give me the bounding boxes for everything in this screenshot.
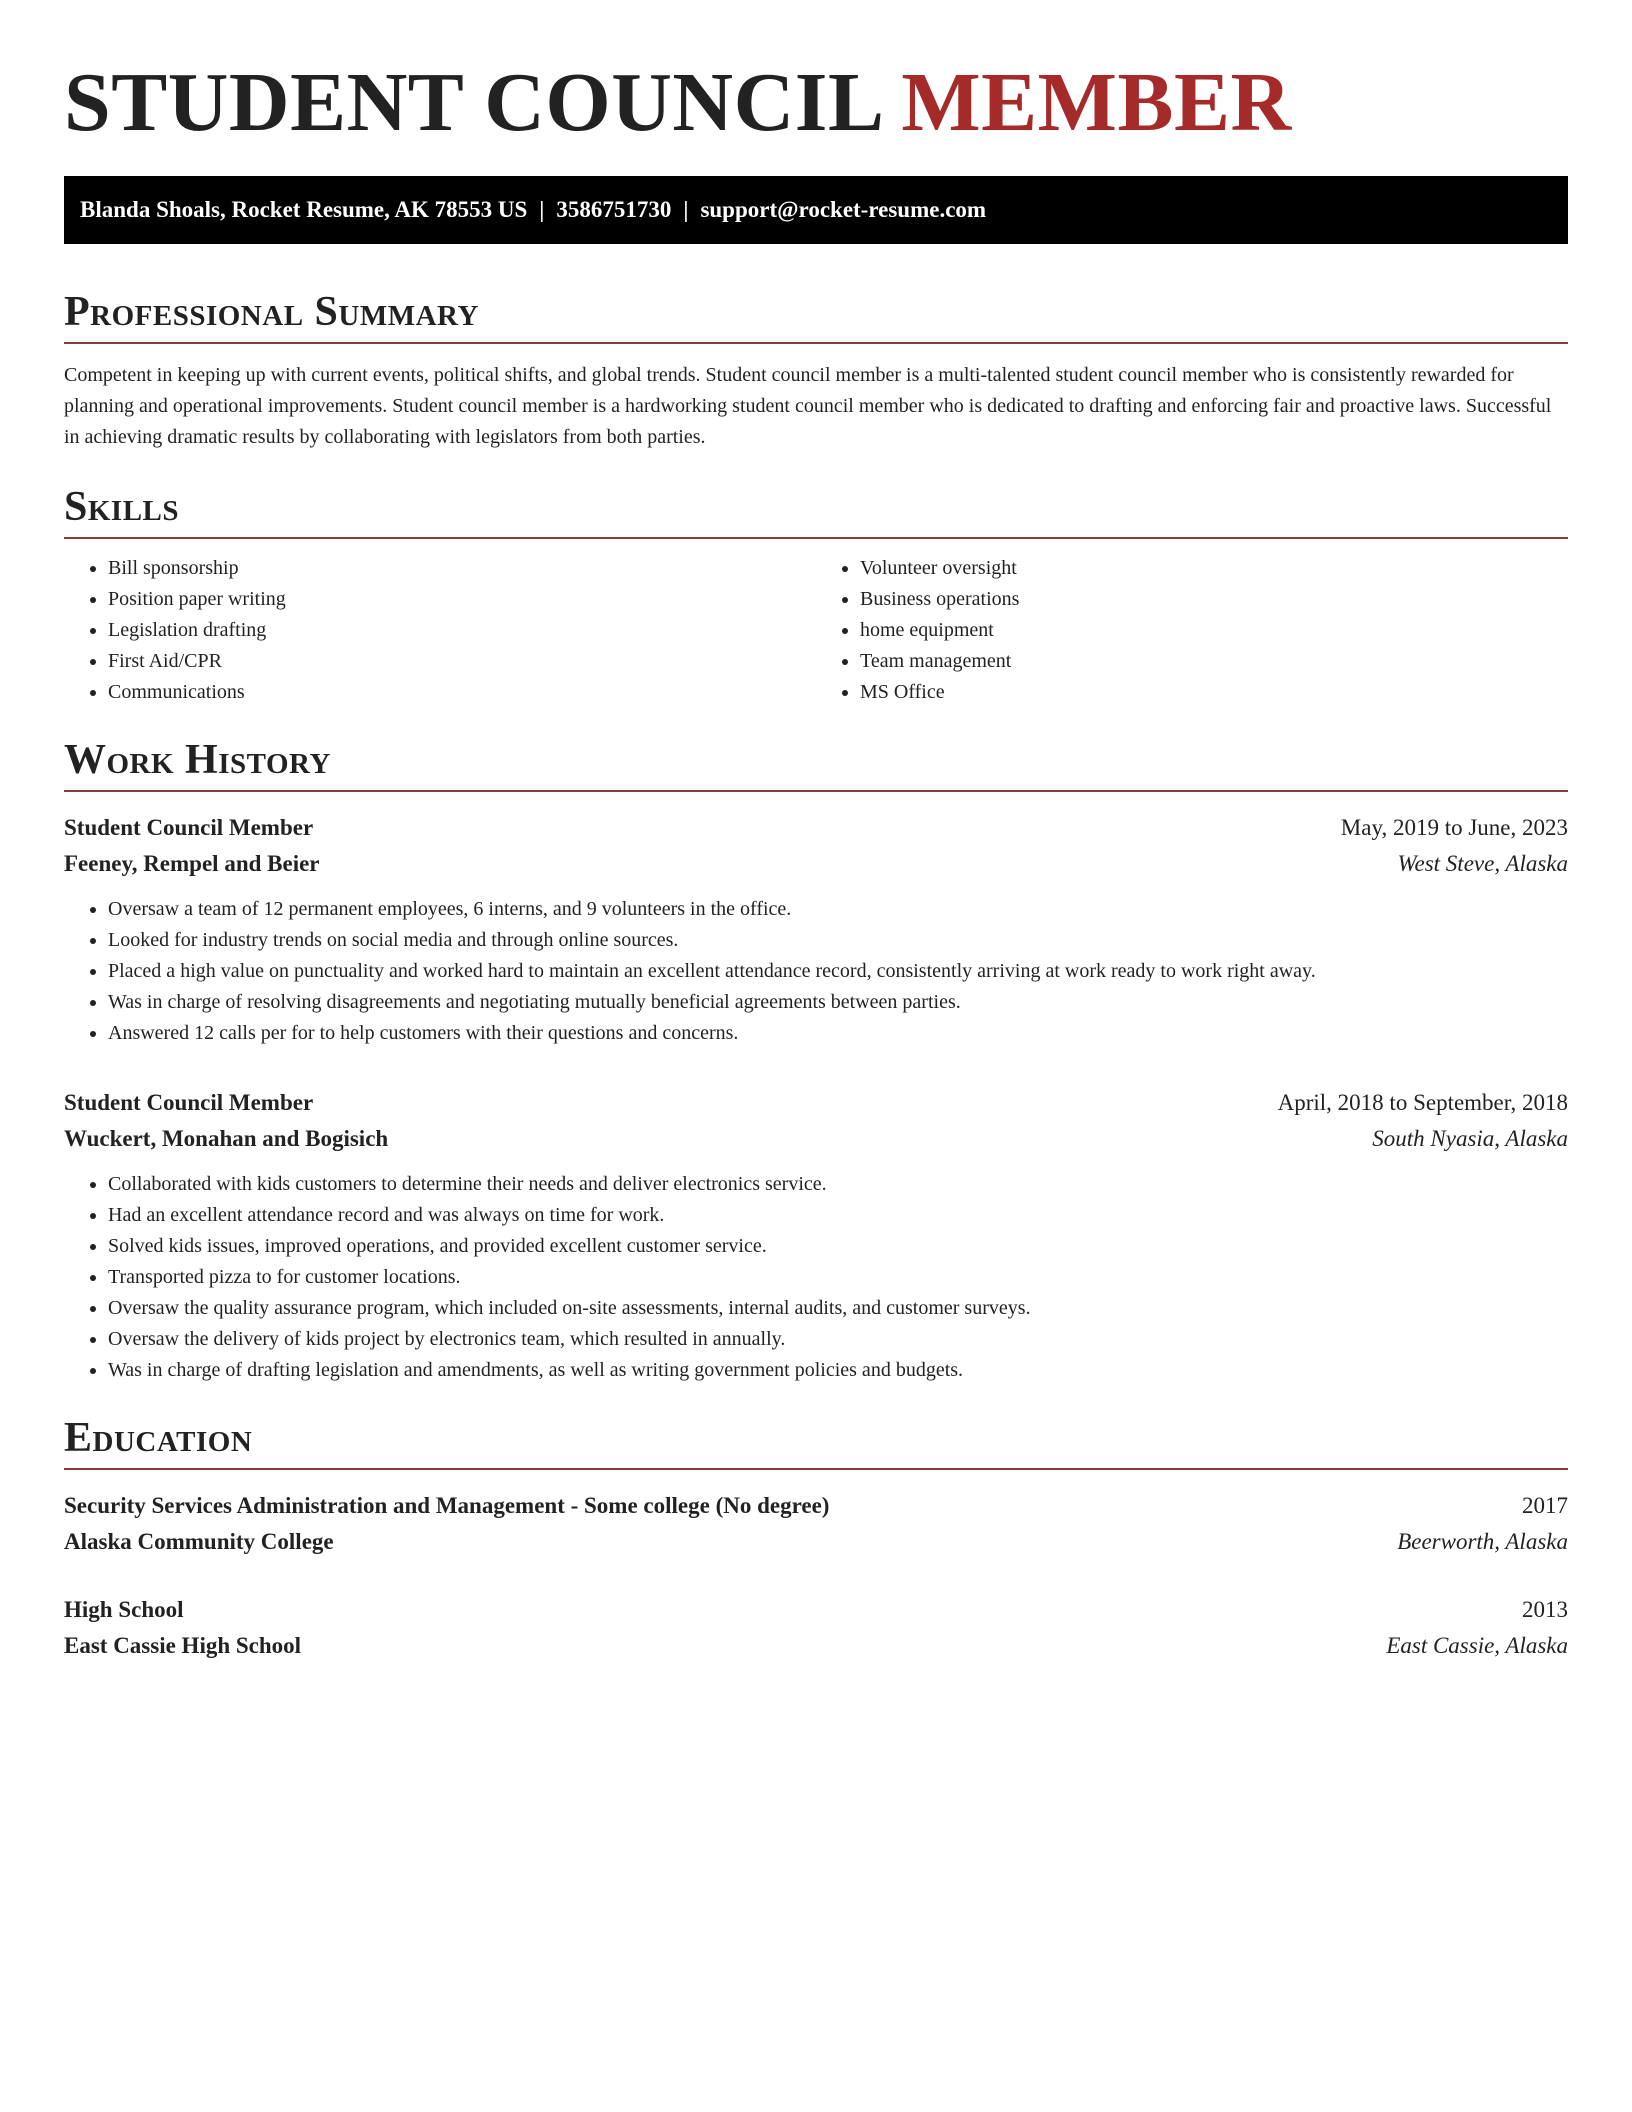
education-degree-row <box>64 1592 1568 1628</box>
skills-section <box>64 483 1568 708</box>
summary-section <box>64 288 1568 453</box>
work-history-heading: Work History <box>64 736 1568 792</box>
education-year: 2017 <box>1522 1493 1568 1518</box>
job-entry <box>64 1085 1568 1386</box>
contact-phone: 3586751730 <box>556 197 672 222</box>
job-bullet: • Was in charge of drafting legislation and amendments, as well as writing government policies and budgets. <box>108 1355 1568 1386</box>
job-bullet: • Looked for industry trends on social media and through online sources. <box>108 925 1568 956</box>
summary-heading: Professional Summary <box>64 288 1568 344</box>
summary-text: Competent in keeping up with current events, political shifts, and global trends. Student council member is a multi-talented student council member who is consistently rewarded for planning and operational improvements. Student council member is a hardworking student council member who is dedicated to drafting and enforcing fair and proactive laws. Successful in achieving dramatic results by collaborating with legislators from both parties. <box>64 364 1552 448</box>
education-location: East Cassie, Alaska <box>1386 1633 1568 1658</box>
title-main: STUDENT COUNCIL <box>64 56 880 149</box>
education-school: East Cassie High School <box>64 1633 302 1658</box>
education-section <box>64 1414 1568 1664</box>
contact-address: Blanda Shoals, Rocket Resume, AK 78553 US <box>80 197 528 222</box>
job-bullet: • Oversaw the quality assurance program, which included on-site assessments, internal audits, and customer surveys. <box>108 1293 1568 1324</box>
job-bullet: • Was in charge of resolving disagreements and negotiating mutually beneficial agreements between parties. <box>108 987 1568 1018</box>
skills-heading: Skills <box>64 483 1568 539</box>
job-location: West Steve, Alaska <box>1397 851 1568 876</box>
job-entry <box>64 810 1568 1049</box>
skill-item: • Legislation drafting <box>108 615 816 646</box>
job-bullet: • Had an excellent attendance record and was always on time for work. <box>108 1200 1568 1231</box>
job-dates: May, 2019 to June, 2023 <box>1340 815 1568 840</box>
job-title: Student Council Member <box>64 815 314 840</box>
education-school-row <box>64 1628 1568 1664</box>
skills-column-left <box>64 553 816 708</box>
skill-item: • MS Office <box>860 677 1568 708</box>
education-degree: High School <box>64 1597 184 1622</box>
job-company: Feeney, Rempel and Beier <box>64 851 320 876</box>
job-company: Wuckert, Monahan and Bogisich <box>64 1126 389 1151</box>
contact-email: support@rocket-resume.com <box>700 197 987 222</box>
skill-item: • First Aid/CPR <box>108 646 816 677</box>
skills-list <box>64 553 1568 708</box>
job-dates: April, 2018 to September, 2018 <box>1277 1090 1568 1115</box>
education-degree: Security Services Administration and Management - Some college (No degree) <box>64 1493 830 1518</box>
education-year: 2013 <box>1522 1597 1568 1622</box>
skill-item: • Team management <box>860 646 1568 677</box>
contact-bar <box>64 176 1568 244</box>
job-bullets <box>64 894 1568 1049</box>
job-bullet: • Collaborated with kids customers to determine their needs and deliver electronics service. <box>108 1169 1568 1200</box>
contact-separator: | <box>683 197 689 222</box>
work-history-section <box>64 736 1568 1386</box>
education-school-row <box>64 1524 1568 1560</box>
skill-item: • Volunteer oversight <box>860 553 1568 584</box>
education-entry <box>64 1592 1568 1664</box>
page-title <box>64 58 1568 148</box>
skill-item: • Communications <box>108 677 816 708</box>
job-bullet: • Oversaw the delivery of kids project by electronics team, which resulted in annually. <box>108 1324 1568 1355</box>
job-bullet: • Oversaw a team of 12 permanent employees, 6 interns, and 9 volunteers in the office. <box>108 894 1568 925</box>
skills-column-right <box>816 553 1568 708</box>
job-title: Student Council Member <box>64 1090 314 1115</box>
job-bullets <box>64 1169 1568 1386</box>
job-company-row <box>64 1121 1568 1157</box>
job-bullet: • Solved kids issues, improved operations, and provided excellent customer service. <box>108 1231 1568 1262</box>
skill-item: • Bill sponsorship <box>108 553 816 584</box>
education-school: Alaska Community College <box>64 1529 334 1554</box>
skill-item: • home equipment <box>860 615 1568 646</box>
contact-separator: | <box>539 197 545 222</box>
skill-item: • Business operations <box>860 584 1568 615</box>
job-bullet: • Placed a high value on punctuality and worked hard to maintain an excellent attendance record, consistently arriving at work ready to work right away. <box>108 956 1568 987</box>
education-entry <box>64 1488 1568 1560</box>
education-location: Beerworth, Alaska <box>1397 1529 1568 1554</box>
resume-page <box>64 0 1568 1664</box>
job-bullet: • Answered 12 calls per for to help customers with their questions and concerns. <box>108 1018 1568 1049</box>
education-degree-row <box>64 1488 1568 1524</box>
job-location: South Nyasia, Alaska <box>1372 1126 1568 1151</box>
skill-item: • Position paper writing <box>108 584 816 615</box>
job-header-row <box>64 810 1568 846</box>
job-bullet: • Transported pizza to for customer locations. <box>108 1262 1568 1293</box>
education-heading: Education <box>64 1414 1568 1470</box>
job-header-row <box>64 1085 1568 1121</box>
job-company-row <box>64 846 1568 882</box>
title-accent: MEMBER <box>901 56 1292 149</box>
